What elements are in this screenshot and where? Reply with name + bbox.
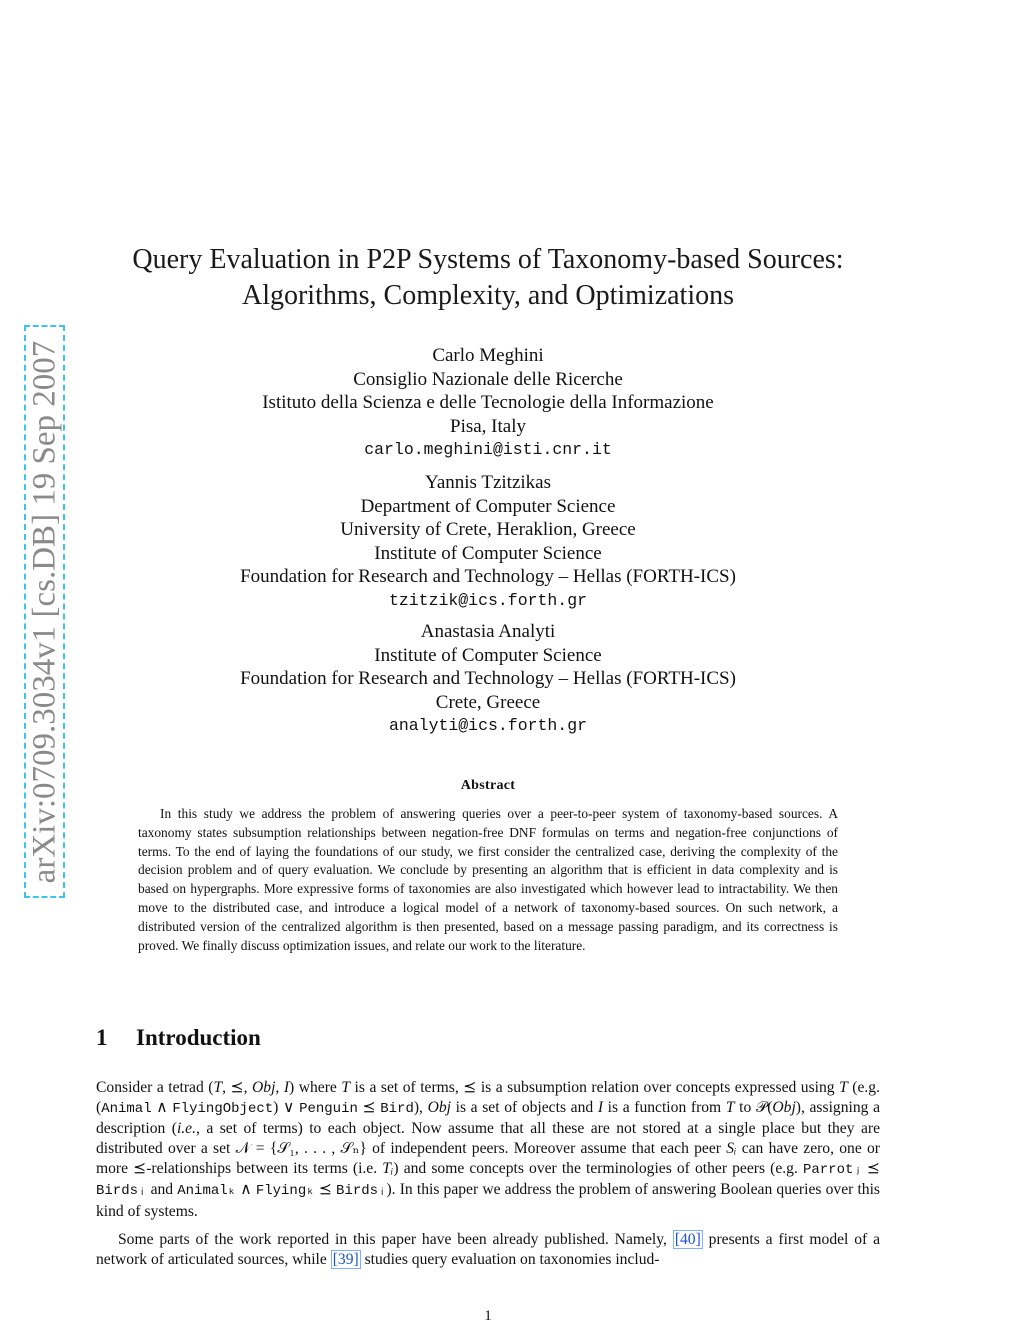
author-name: Yannis Tzitzikas xyxy=(425,472,551,493)
citation-link-40[interactable]: [40] xyxy=(674,1230,701,1248)
abstract-text: In this study we address the problem of answering queries over a peer-to-peer system of taxonomy-based sources. A taxonomy states subsumption relationships between negation-free DNF formulas on terms and negation-free conjunctions of terms. To the end of laying the foundations of our study, we first consider the centralized case, deriving the complexity of the decision problem and of query evaluation. We conclude by presenting an algorithm that is efficient in data complexity and is based on hypergraphs. More expressive forms of taxonomies are also investigated which however lead to intractability. We then move to the distributed case, and introduce a logical model of a network of taxonomy-based sources. On such network, a distributed version of the centralized algorithm is then presented, based on a message passing paradigm, and its correctness is proved. We finally discuss optimization issues, and relate our work to the literature. xyxy=(138,806,838,953)
abstract-heading: Abstract xyxy=(460,778,516,793)
author-email: analyti@ics.forth.gr xyxy=(388,716,588,735)
author-affiliation: Foundation for Research and Technology – Hellas (FORTH-ICS) xyxy=(240,566,736,587)
section-heading xyxy=(96,1025,261,1051)
author-block-3 xyxy=(0,620,976,738)
author-affiliation: University of Crete, Heraklion, Greece xyxy=(340,519,636,540)
author-affiliation: Pisa, Italy xyxy=(450,415,526,437)
title-line-2: Algorithms, Complexity, and Optimizations xyxy=(241,280,735,311)
author-block-1 xyxy=(0,344,976,462)
author-name: Anastasia Analyti xyxy=(420,621,556,642)
citation-link-39[interactable]: [39] xyxy=(332,1250,359,1268)
intro-body xyxy=(96,1078,880,1270)
author-affiliation: Crete, Greece xyxy=(435,691,541,713)
title-line-1: Query Evaluation in P2P Systems of Taxonomy-based Sources: xyxy=(132,244,844,275)
author-affiliation: Istituto della Scienza e delle Tecnologie della Informazione xyxy=(262,392,714,413)
intro-paragraph-1: Consider a tetrad (T, ⪯, Obj, I) where T is a set of terms, ⪯ is a subsumption relation over concepts expressed using T (e.g. (Animal ∧ FlyingObject) ∨ Penguin ⪯ Bird), Obj is a set of objects and I is a function from T to 𝒫(Obj), assigning a description (i.e., a set of terms) to each object. Now assume that all these are not stored at a single place but they are distributed over a set 𝒩 = {𝒮₁, . . . , 𝒮ₙ} of independent peers. Moreover assume that each peer Sᵢ can have zero, one or more ⪯-relationships between its terms (i.e. Tᵢ) and some concepts over the terminologies of other peers (e.g. Parrotⱼ ⪯ Birdsᵢ and Animalₖ ∧ Flyingₖ ⪯ Birdsᵢ). In this paper we address the problem of answering Boolean queries over this kind of systems. xyxy=(96,1079,880,1220)
author-email: carlo.meghini@isti.cnr.it xyxy=(364,440,612,459)
arxiv-id: arXiv:0709.3034v1 [cs.DB] 19 Sep 2007 xyxy=(26,340,62,883)
paper-title xyxy=(0,242,976,314)
author-affiliation: Institute of Computer Science xyxy=(374,542,602,564)
abstract-body xyxy=(138,805,838,955)
author-affiliation: Foundation for Research and Technology – Hellas (FORTH-ICS) xyxy=(240,668,736,689)
author-name: Carlo Meghini xyxy=(432,345,544,366)
author-email: tzitzik@ics.forth.gr xyxy=(388,590,588,610)
section-number: 1 xyxy=(96,1025,108,1050)
author-block-2 xyxy=(0,471,976,612)
page-number: 1 xyxy=(484,1308,492,1324)
author-affiliation: Consiglio Nazionale delle Ricerche xyxy=(353,368,623,390)
section-title: Introduction xyxy=(136,1025,261,1050)
author-affiliation: Department of Computer Science xyxy=(360,495,616,517)
author-affiliation: Institute of Computer Science xyxy=(374,644,602,666)
intro-paragraph-2: Some parts of the work reported in this paper have been already published. Namely, [40] presents a first model of a network of articulated sources, while [39] studies query evaluation on taxonomies includ- xyxy=(96,1230,881,1268)
